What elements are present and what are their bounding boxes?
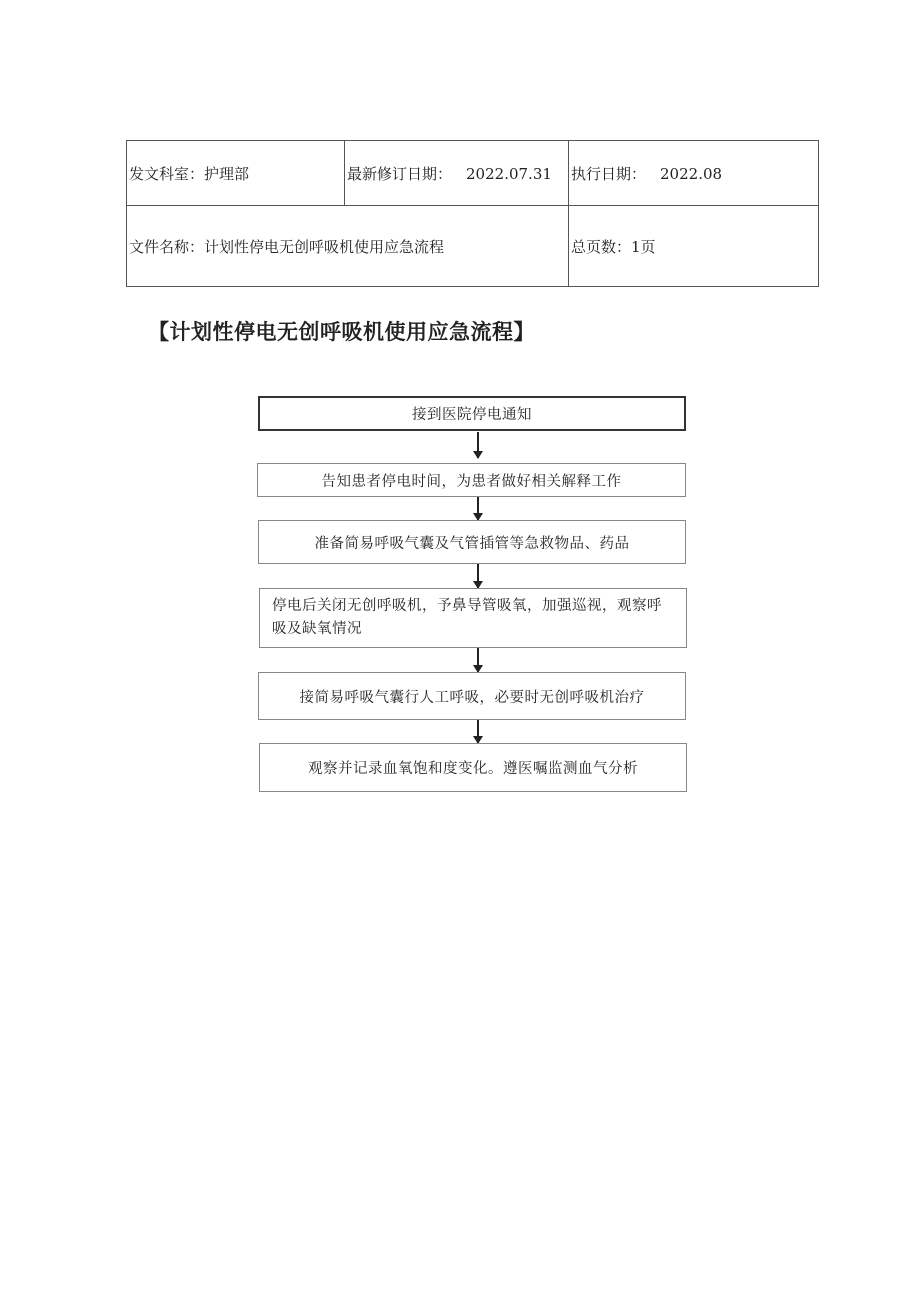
flow-step-4: 停电后关闭无创呼吸机，予鼻导管吸氧，加强巡视，观察呼吸及缺氧情况 <box>259 588 687 648</box>
flow-step-6: 观察并记录血氧饱和度变化。遵医嘱监测血气分析 <box>259 743 687 792</box>
flow-arrow-5 <box>477 720 479 743</box>
revision-date-cell <box>345 141 569 206</box>
filename-label: 文件名称： <box>129 237 205 256</box>
execution-date-value: 2022.08 <box>660 164 723 183</box>
flow-arrow-2 <box>477 497 479 520</box>
execution-date-cell <box>569 141 819 206</box>
flow-step-5: 接简易呼吸气囊行人工呼吸，必要时无创呼吸机治疗 <box>258 672 686 720</box>
filename-cell <box>127 206 569 287</box>
document-title: 【计划性停电无创呼吸机使用应急流程】 <box>148 320 535 344</box>
document-info-table <box>126 140 819 287</box>
flow-arrow-1 <box>477 432 479 458</box>
department-cell <box>127 141 345 206</box>
page-count-value: 1页 <box>631 237 656 256</box>
filename-value: 计划性停电无创呼吸机使用应急流程 <box>204 237 445 256</box>
flow-arrow-4 <box>477 648 479 672</box>
flow-step-1: 接到医院停电通知 <box>258 396 686 431</box>
flow-arrow-3 <box>477 564 479 588</box>
flow-step-2: 告知患者停电时间，为患者做好相关解释工作 <box>257 463 686 497</box>
page-count-label: 总页数： <box>571 237 632 256</box>
info-row-2 <box>127 206 819 287</box>
flow-step-3: 准备简易呼吸气囊及气管插管等急救物品、药品 <box>258 520 686 564</box>
info-row-1 <box>127 141 819 206</box>
revision-date-value: 2022.07.31 <box>466 164 552 183</box>
department-label: 发文科室： <box>129 164 205 183</box>
department-value: 护理部 <box>204 164 250 183</box>
revision-date-label: 最新修订日期： <box>347 164 453 183</box>
page-count-cell <box>569 206 819 287</box>
execution-date-label: 执行日期： <box>571 164 647 183</box>
